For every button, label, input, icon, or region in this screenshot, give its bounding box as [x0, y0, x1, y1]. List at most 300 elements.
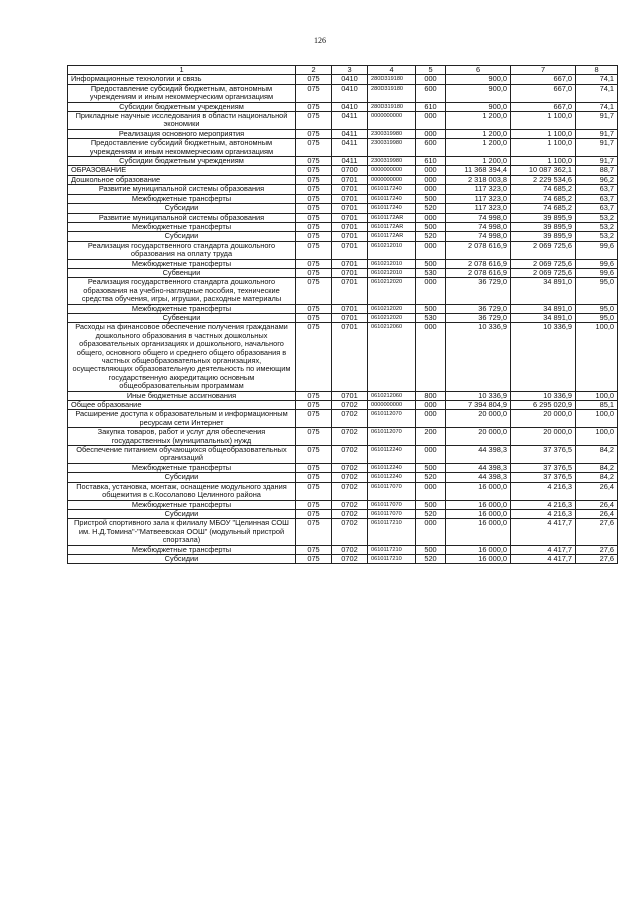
cell-name: Предоставление субсидий бюджетным, автономным учреждениям и иным некоммерческим организациям: [68, 84, 296, 102]
cell-target-article: 2300319980: [368, 139, 416, 157]
cell-name: Межбюджетные трансферты: [68, 500, 296, 509]
cell-target-article: 06101172АR: [368, 213, 416, 222]
cell-planned: 36 729,0: [446, 313, 511, 322]
cell-percent: 26,4: [576, 509, 618, 518]
cell-executed: 34 891,0: [511, 313, 576, 322]
cell-planned: 74 998,0: [446, 232, 511, 241]
cell-executed: 4 216,3: [511, 509, 576, 518]
cell-percent: 100,0: [576, 391, 618, 400]
cell-executed: 10 087 362,1: [511, 166, 576, 175]
table-row: [68, 304, 618, 313]
cell-target-article: 0000000000: [368, 166, 416, 175]
cell-executed: 34 891,0: [511, 304, 576, 313]
cell-executed: 74 685,2: [511, 185, 576, 194]
cell-expense-type: 200: [416, 428, 446, 446]
cell-ministry-code: 075: [296, 278, 332, 304]
cell-percent: 85,1: [576, 401, 618, 410]
cell-executed: 74 685,2: [511, 204, 576, 213]
cell-planned: 16 000,0: [446, 500, 511, 509]
cell-section-code: 0702: [332, 446, 368, 464]
cell-expense-type: 000: [416, 519, 446, 545]
cell-percent: 63,7: [576, 204, 618, 213]
cell-target-article: 0610212060: [368, 391, 416, 400]
cell-expense-type: 520: [416, 554, 446, 563]
cell-ministry-code: 075: [296, 232, 332, 241]
cell-name: Реализация государственного стандарта дошкольного образования на учебно-наглядные пособия, технические средства обучения, игры, игрушки, расходные материалы: [68, 278, 296, 304]
cell-ministry-code: 075: [296, 241, 332, 259]
table-row: [68, 222, 618, 231]
cell-name: Обеспечение питанием обучающихся общеобразовательных организаций: [68, 446, 296, 464]
cell-name: Прикладные научные исследования в области национальной экономики: [68, 112, 296, 130]
cell-expense-type: 500: [416, 222, 446, 231]
cell-expense-type: 000: [416, 401, 446, 410]
cell-target-article: 0610117070: [368, 482, 416, 500]
table-row: [68, 500, 618, 509]
cell-name: Межбюджетные трансферты: [68, 259, 296, 268]
cell-name: Субсидии: [68, 554, 296, 563]
cell-percent: 27,6: [576, 519, 618, 545]
cell-expense-type: 520: [416, 204, 446, 213]
table-row: [68, 232, 618, 241]
cell-ministry-code: 075: [296, 446, 332, 464]
cell-name: Субсидии бюджетным учреждениям: [68, 157, 296, 166]
cell-section-code: 0702: [332, 519, 368, 545]
cell-expense-type: 000: [416, 213, 446, 222]
table-row: [68, 313, 618, 322]
cell-planned: 16 000,0: [446, 482, 511, 500]
cell-executed: 20 000,0: [511, 428, 576, 446]
cell-target-article: 280D319180: [368, 102, 416, 111]
cell-section-code: 0411: [332, 157, 368, 166]
cell-executed: 2 069 725,6: [511, 241, 576, 259]
cell-name: Субсидии: [68, 509, 296, 518]
cell-target-article: 06101172АR: [368, 222, 416, 231]
cell-target-article: 0610117210: [368, 545, 416, 554]
cell-planned: 117 323,0: [446, 185, 511, 194]
cell-target-article: 0610212020: [368, 304, 416, 313]
cell-planned: 2 318 003,8: [446, 175, 511, 184]
table-row: [68, 391, 618, 400]
cell-planned: 1 200,0: [446, 112, 511, 130]
cell-section-code: 0701: [332, 175, 368, 184]
table-row: [68, 194, 618, 203]
cell-planned: 7 394 804,9: [446, 401, 511, 410]
cell-name: Расходы на финансовое обеспечение получения гражданами дошкольного образования в частных дошкольных образовательных организациях и дошкольного, начального общего, основного общего и среднего общего образования в частных общеобразовательных организациях, осуществляющих образовательную деятельность по имеющим государственную аккредитацию основным общеобразовательным программам: [68, 323, 296, 391]
cell-section-code: 0702: [332, 482, 368, 500]
cell-name: Межбюджетные трансферты: [68, 463, 296, 472]
cell-name: Пристрой спортивного зала к филиалу МБОУ "Целинная СОШ им. Н.Д.Томина"-"Матвеевская ООШ" (модульный пристрой спортзала): [68, 519, 296, 545]
cell-planned: 1 200,0: [446, 139, 511, 157]
cell-ministry-code: 075: [296, 204, 332, 213]
cell-percent: 53,2: [576, 213, 618, 222]
cell-percent: 74,1: [576, 84, 618, 102]
cell-section-code: 0410: [332, 75, 368, 84]
cell-executed: 39 895,9: [511, 222, 576, 231]
table-row: [68, 509, 618, 518]
table-row: [68, 84, 618, 102]
cell-expense-type: 600: [416, 84, 446, 102]
cell-ministry-code: 075: [296, 545, 332, 554]
header-cell: 1: [68, 66, 296, 75]
cell-executed: 4 417,7: [511, 545, 576, 554]
cell-percent: 84,2: [576, 463, 618, 472]
cell-expense-type: 610: [416, 102, 446, 111]
cell-planned: 900,0: [446, 84, 511, 102]
cell-ministry-code: 075: [296, 428, 332, 446]
budget-table: [67, 65, 618, 564]
cell-name: Поставка, установка, монтаж, оснащение модульного здания общежития в с.Косолапово Целинного района: [68, 482, 296, 500]
cell-section-code: 0701: [332, 268, 368, 277]
cell-percent: 27,6: [576, 545, 618, 554]
cell-target-article: 0610117210: [368, 519, 416, 545]
cell-name: Реализация основного мероприятия: [68, 129, 296, 138]
cell-section-code: 0702: [332, 554, 368, 563]
cell-executed: 2 229 534,6: [511, 175, 576, 184]
cell-expense-type: 000: [416, 241, 446, 259]
cell-name: Расширение доступа к образовательным и информационным ресурсам сети Интернет: [68, 410, 296, 428]
cell-expense-type: 610: [416, 157, 446, 166]
table-row: [68, 519, 618, 545]
cell-percent: 91,7: [576, 129, 618, 138]
cell-ministry-code: 075: [296, 185, 332, 194]
cell-expense-type: 520: [416, 473, 446, 482]
table-row: [68, 268, 618, 277]
cell-name: Реализация государственного стандарта дошкольного образования на оплату труда: [68, 241, 296, 259]
cell-ministry-code: 075: [296, 323, 332, 391]
cell-name: Субсидии: [68, 204, 296, 213]
cell-section-code: 0701: [332, 241, 368, 259]
cell-planned: 117 323,0: [446, 194, 511, 203]
cell-percent: 53,2: [576, 232, 618, 241]
table-row: [68, 473, 618, 482]
cell-planned: 44 398,3: [446, 463, 511, 472]
cell-executed: 667,0: [511, 84, 576, 102]
cell-section-code: 0701: [332, 222, 368, 231]
cell-ministry-code: 075: [296, 129, 332, 138]
cell-ministry-code: 075: [296, 304, 332, 313]
table-header-row: [68, 66, 618, 75]
cell-ministry-code: 075: [296, 75, 332, 84]
cell-executed: 37 376,5: [511, 463, 576, 472]
cell-planned: 11 368 394,4: [446, 166, 511, 175]
cell-expense-type: 500: [416, 463, 446, 472]
cell-ministry-code: 075: [296, 194, 332, 203]
cell-planned: 1 200,0: [446, 129, 511, 138]
cell-name: Дошкольное образование: [68, 175, 296, 184]
cell-percent: 88,7: [576, 166, 618, 175]
cell-percent: 95,0: [576, 278, 618, 304]
cell-expense-type: 600: [416, 139, 446, 157]
cell-section-code: 0702: [332, 473, 368, 482]
cell-section-code: 0702: [332, 410, 368, 428]
cell-name: Предоставление субсидий бюджетным, автономным учреждениям и иным некоммерческим организациям: [68, 139, 296, 157]
table-row: [68, 410, 618, 428]
cell-name: Субсидии: [68, 473, 296, 482]
cell-executed: 4 216,3: [511, 500, 576, 509]
cell-target-article: 280D319180: [368, 75, 416, 84]
cell-section-code: 0701: [332, 194, 368, 203]
cell-ministry-code: 075: [296, 213, 332, 222]
cell-executed: 20 000,0: [511, 410, 576, 428]
table-row: [68, 401, 618, 410]
cell-name: Развитие муниципальной системы образования: [68, 185, 296, 194]
cell-target-article: 0610212010: [368, 241, 416, 259]
cell-expense-type: 000: [416, 446, 446, 464]
cell-executed: 37 376,5: [511, 473, 576, 482]
cell-name: Информационные технологии и связь: [68, 75, 296, 84]
table-row: [68, 139, 618, 157]
cell-planned: 16 000,0: [446, 519, 511, 545]
cell-planned: 2 078 616,9: [446, 268, 511, 277]
cell-section-code: 0702: [332, 463, 368, 472]
table-row: [68, 554, 618, 563]
table-row: [68, 75, 618, 84]
cell-target-article: 2300319980: [368, 129, 416, 138]
cell-planned: 36 729,0: [446, 304, 511, 313]
cell-section-code: 0701: [332, 391, 368, 400]
cell-target-article: 0610112240: [368, 446, 416, 464]
cell-name: Иные бюджетные ассигнования: [68, 391, 296, 400]
cell-executed: 4 417,7: [511, 519, 576, 545]
cell-planned: 900,0: [446, 75, 511, 84]
cell-percent: 26,4: [576, 500, 618, 509]
cell-percent: 91,7: [576, 139, 618, 157]
cell-section-code: 0411: [332, 129, 368, 138]
cell-target-article: 0610112070: [368, 428, 416, 446]
cell-ministry-code: 075: [296, 463, 332, 472]
cell-percent: 84,2: [576, 473, 618, 482]
cell-percent: 91,7: [576, 157, 618, 166]
cell-target-article: 0610212020: [368, 313, 416, 322]
cell-planned: 2 078 616,9: [446, 241, 511, 259]
cell-expense-type: 000: [416, 323, 446, 391]
cell-executed: 1 100,0: [511, 139, 576, 157]
cell-target-article: 0610212020: [368, 278, 416, 304]
cell-planned: 10 336,9: [446, 323, 511, 391]
cell-executed: 6 295 020,9: [511, 401, 576, 410]
cell-target-article: 0000000000: [368, 175, 416, 184]
cell-name: Субвенции: [68, 313, 296, 322]
table-row: [68, 112, 618, 130]
table-row: [68, 204, 618, 213]
cell-percent: 96,2: [576, 175, 618, 184]
cell-ministry-code: 075: [296, 166, 332, 175]
cell-ministry-code: 075: [296, 222, 332, 231]
cell-ministry-code: 075: [296, 509, 332, 518]
header-cell: 3: [332, 66, 368, 75]
table-row: [68, 463, 618, 472]
cell-percent: 63,7: [576, 185, 618, 194]
table-row: [68, 185, 618, 194]
cell-executed: 667,0: [511, 75, 576, 84]
cell-executed: 667,0: [511, 102, 576, 111]
cell-executed: 2 069 725,6: [511, 268, 576, 277]
cell-target-article: 0610117210: [368, 554, 416, 563]
cell-name: Субсидии: [68, 232, 296, 241]
cell-section-code: 0410: [332, 102, 368, 111]
cell-planned: 44 398,3: [446, 473, 511, 482]
cell-percent: 99,6: [576, 241, 618, 259]
cell-section-code: 0701: [332, 232, 368, 241]
cell-expense-type: 000: [416, 166, 446, 175]
cell-name: Межбюджетные трансферты: [68, 222, 296, 231]
cell-planned: 2 078 616,9: [446, 259, 511, 268]
cell-section-code: 0702: [332, 500, 368, 509]
cell-target-article: 0610117240: [368, 185, 416, 194]
page-number: 126: [314, 36, 326, 45]
cell-expense-type: 000: [416, 410, 446, 428]
cell-section-code: 0702: [332, 428, 368, 446]
table-row: [68, 278, 618, 304]
cell-planned: 16 000,0: [446, 509, 511, 518]
cell-executed: 39 895,9: [511, 232, 576, 241]
table-row: [68, 157, 618, 166]
cell-ministry-code: 075: [296, 401, 332, 410]
cell-target-article: 0610117240: [368, 194, 416, 203]
cell-expense-type: 000: [416, 129, 446, 138]
cell-expense-type: 000: [416, 112, 446, 130]
cell-expense-type: 500: [416, 500, 446, 509]
cell-planned: 900,0: [446, 102, 511, 111]
cell-expense-type: 800: [416, 391, 446, 400]
table-row: [68, 259, 618, 268]
cell-target-article: 0610117240: [368, 204, 416, 213]
cell-percent: 26,4: [576, 482, 618, 500]
cell-target-article: 06101172АR: [368, 232, 416, 241]
table-row: [68, 129, 618, 138]
cell-percent: 95,0: [576, 304, 618, 313]
cell-section-code: 0702: [332, 545, 368, 554]
cell-expense-type: 000: [416, 278, 446, 304]
header-cell: 7: [511, 66, 576, 75]
cell-target-article: 280D319180: [368, 84, 416, 102]
cell-ministry-code: 075: [296, 313, 332, 322]
cell-ministry-code: 075: [296, 84, 332, 102]
table-row: [68, 545, 618, 554]
cell-percent: 74,1: [576, 75, 618, 84]
cell-section-code: 0700: [332, 166, 368, 175]
cell-expense-type: 000: [416, 175, 446, 184]
cell-planned: 16 000,0: [446, 554, 511, 563]
cell-planned: 10 336,9: [446, 391, 511, 400]
cell-expense-type: 500: [416, 259, 446, 268]
cell-expense-type: 000: [416, 185, 446, 194]
cell-section-code: 0701: [332, 313, 368, 322]
cell-ministry-code: 075: [296, 268, 332, 277]
cell-name: Субвенции: [68, 268, 296, 277]
cell-name: Закупка товаров, работ и услуг для обеспечения государственных (муниципальных) нужд: [68, 428, 296, 446]
cell-percent: 99,6: [576, 259, 618, 268]
cell-target-article: 0610117070: [368, 500, 416, 509]
cell-section-code: 0701: [332, 185, 368, 194]
cell-ministry-code: 075: [296, 519, 332, 545]
cell-section-code: 0701: [332, 259, 368, 268]
cell-planned: 44 398,3: [446, 446, 511, 464]
table-row: [68, 166, 618, 175]
cell-ministry-code: 075: [296, 391, 332, 400]
cell-name: Развитие муниципальной системы образования: [68, 213, 296, 222]
cell-executed: 4 417,7: [511, 554, 576, 563]
cell-planned: 74 998,0: [446, 222, 511, 231]
cell-executed: 1 100,0: [511, 112, 576, 130]
cell-name: Межбюджетные трансферты: [68, 194, 296, 203]
cell-ministry-code: 075: [296, 112, 332, 130]
cell-percent: 84,2: [576, 446, 618, 464]
cell-percent: 91,7: [576, 112, 618, 130]
cell-expense-type: 500: [416, 194, 446, 203]
cell-expense-type: 500: [416, 545, 446, 554]
cell-section-code: 0701: [332, 278, 368, 304]
cell-planned: 1 200,0: [446, 157, 511, 166]
cell-section-code: 0411: [332, 139, 368, 157]
cell-executed: 2 069 725,6: [511, 259, 576, 268]
cell-planned: 117 323,0: [446, 204, 511, 213]
cell-percent: 53,2: [576, 222, 618, 231]
cell-section-code: 0701: [332, 204, 368, 213]
cell-section-code: 0701: [332, 323, 368, 391]
cell-target-article: 0610212010: [368, 268, 416, 277]
cell-planned: 20 000,0: [446, 428, 511, 446]
cell-executed: 37 376,5: [511, 446, 576, 464]
cell-percent: 95,0: [576, 313, 618, 322]
cell-executed: 1 100,0: [511, 157, 576, 166]
cell-section-code: 0410: [332, 84, 368, 102]
cell-expense-type: 530: [416, 313, 446, 322]
cell-executed: 1 100,0: [511, 129, 576, 138]
cell-executed: 34 891,0: [511, 278, 576, 304]
cell-percent: 100,0: [576, 323, 618, 391]
cell-planned: 20 000,0: [446, 410, 511, 428]
cell-section-code: 0411: [332, 112, 368, 130]
cell-section-code: 0702: [332, 401, 368, 410]
table-row: [68, 323, 618, 391]
cell-percent: 63,7: [576, 194, 618, 203]
cell-percent: 100,0: [576, 428, 618, 446]
cell-percent: 74,1: [576, 102, 618, 111]
cell-planned: 16 000,0: [446, 545, 511, 554]
cell-executed: 74 685,2: [511, 194, 576, 203]
cell-target-article: 0610112070: [368, 410, 416, 428]
cell-expense-type: 520: [416, 232, 446, 241]
cell-expense-type: 520: [416, 509, 446, 518]
cell-executed: 10 336,9: [511, 323, 576, 391]
cell-percent: 27,6: [576, 554, 618, 563]
header-cell: 5: [416, 66, 446, 75]
cell-ministry-code: 075: [296, 102, 332, 111]
cell-target-article: 0610212010: [368, 259, 416, 268]
cell-section-code: 0701: [332, 304, 368, 313]
cell-expense-type: 500: [416, 304, 446, 313]
cell-expense-type: 530: [416, 268, 446, 277]
cell-target-article: 0610112240: [368, 463, 416, 472]
cell-ministry-code: 075: [296, 410, 332, 428]
cell-ministry-code: 075: [296, 500, 332, 509]
cell-ministry-code: 075: [296, 482, 332, 500]
cell-planned: 36 729,0: [446, 278, 511, 304]
cell-ministry-code: 075: [296, 157, 332, 166]
cell-ministry-code: 075: [296, 175, 332, 184]
cell-name: Субсидии бюджетным учреждениям: [68, 102, 296, 111]
table-row: [68, 213, 618, 222]
table-row: [68, 446, 618, 464]
cell-ministry-code: 075: [296, 554, 332, 563]
cell-target-article: 0610117070: [368, 509, 416, 518]
table-row: [68, 102, 618, 111]
cell-expense-type: 000: [416, 75, 446, 84]
cell-target-article: 2300319980: [368, 157, 416, 166]
cell-percent: 99,6: [576, 268, 618, 277]
cell-ministry-code: 075: [296, 473, 332, 482]
